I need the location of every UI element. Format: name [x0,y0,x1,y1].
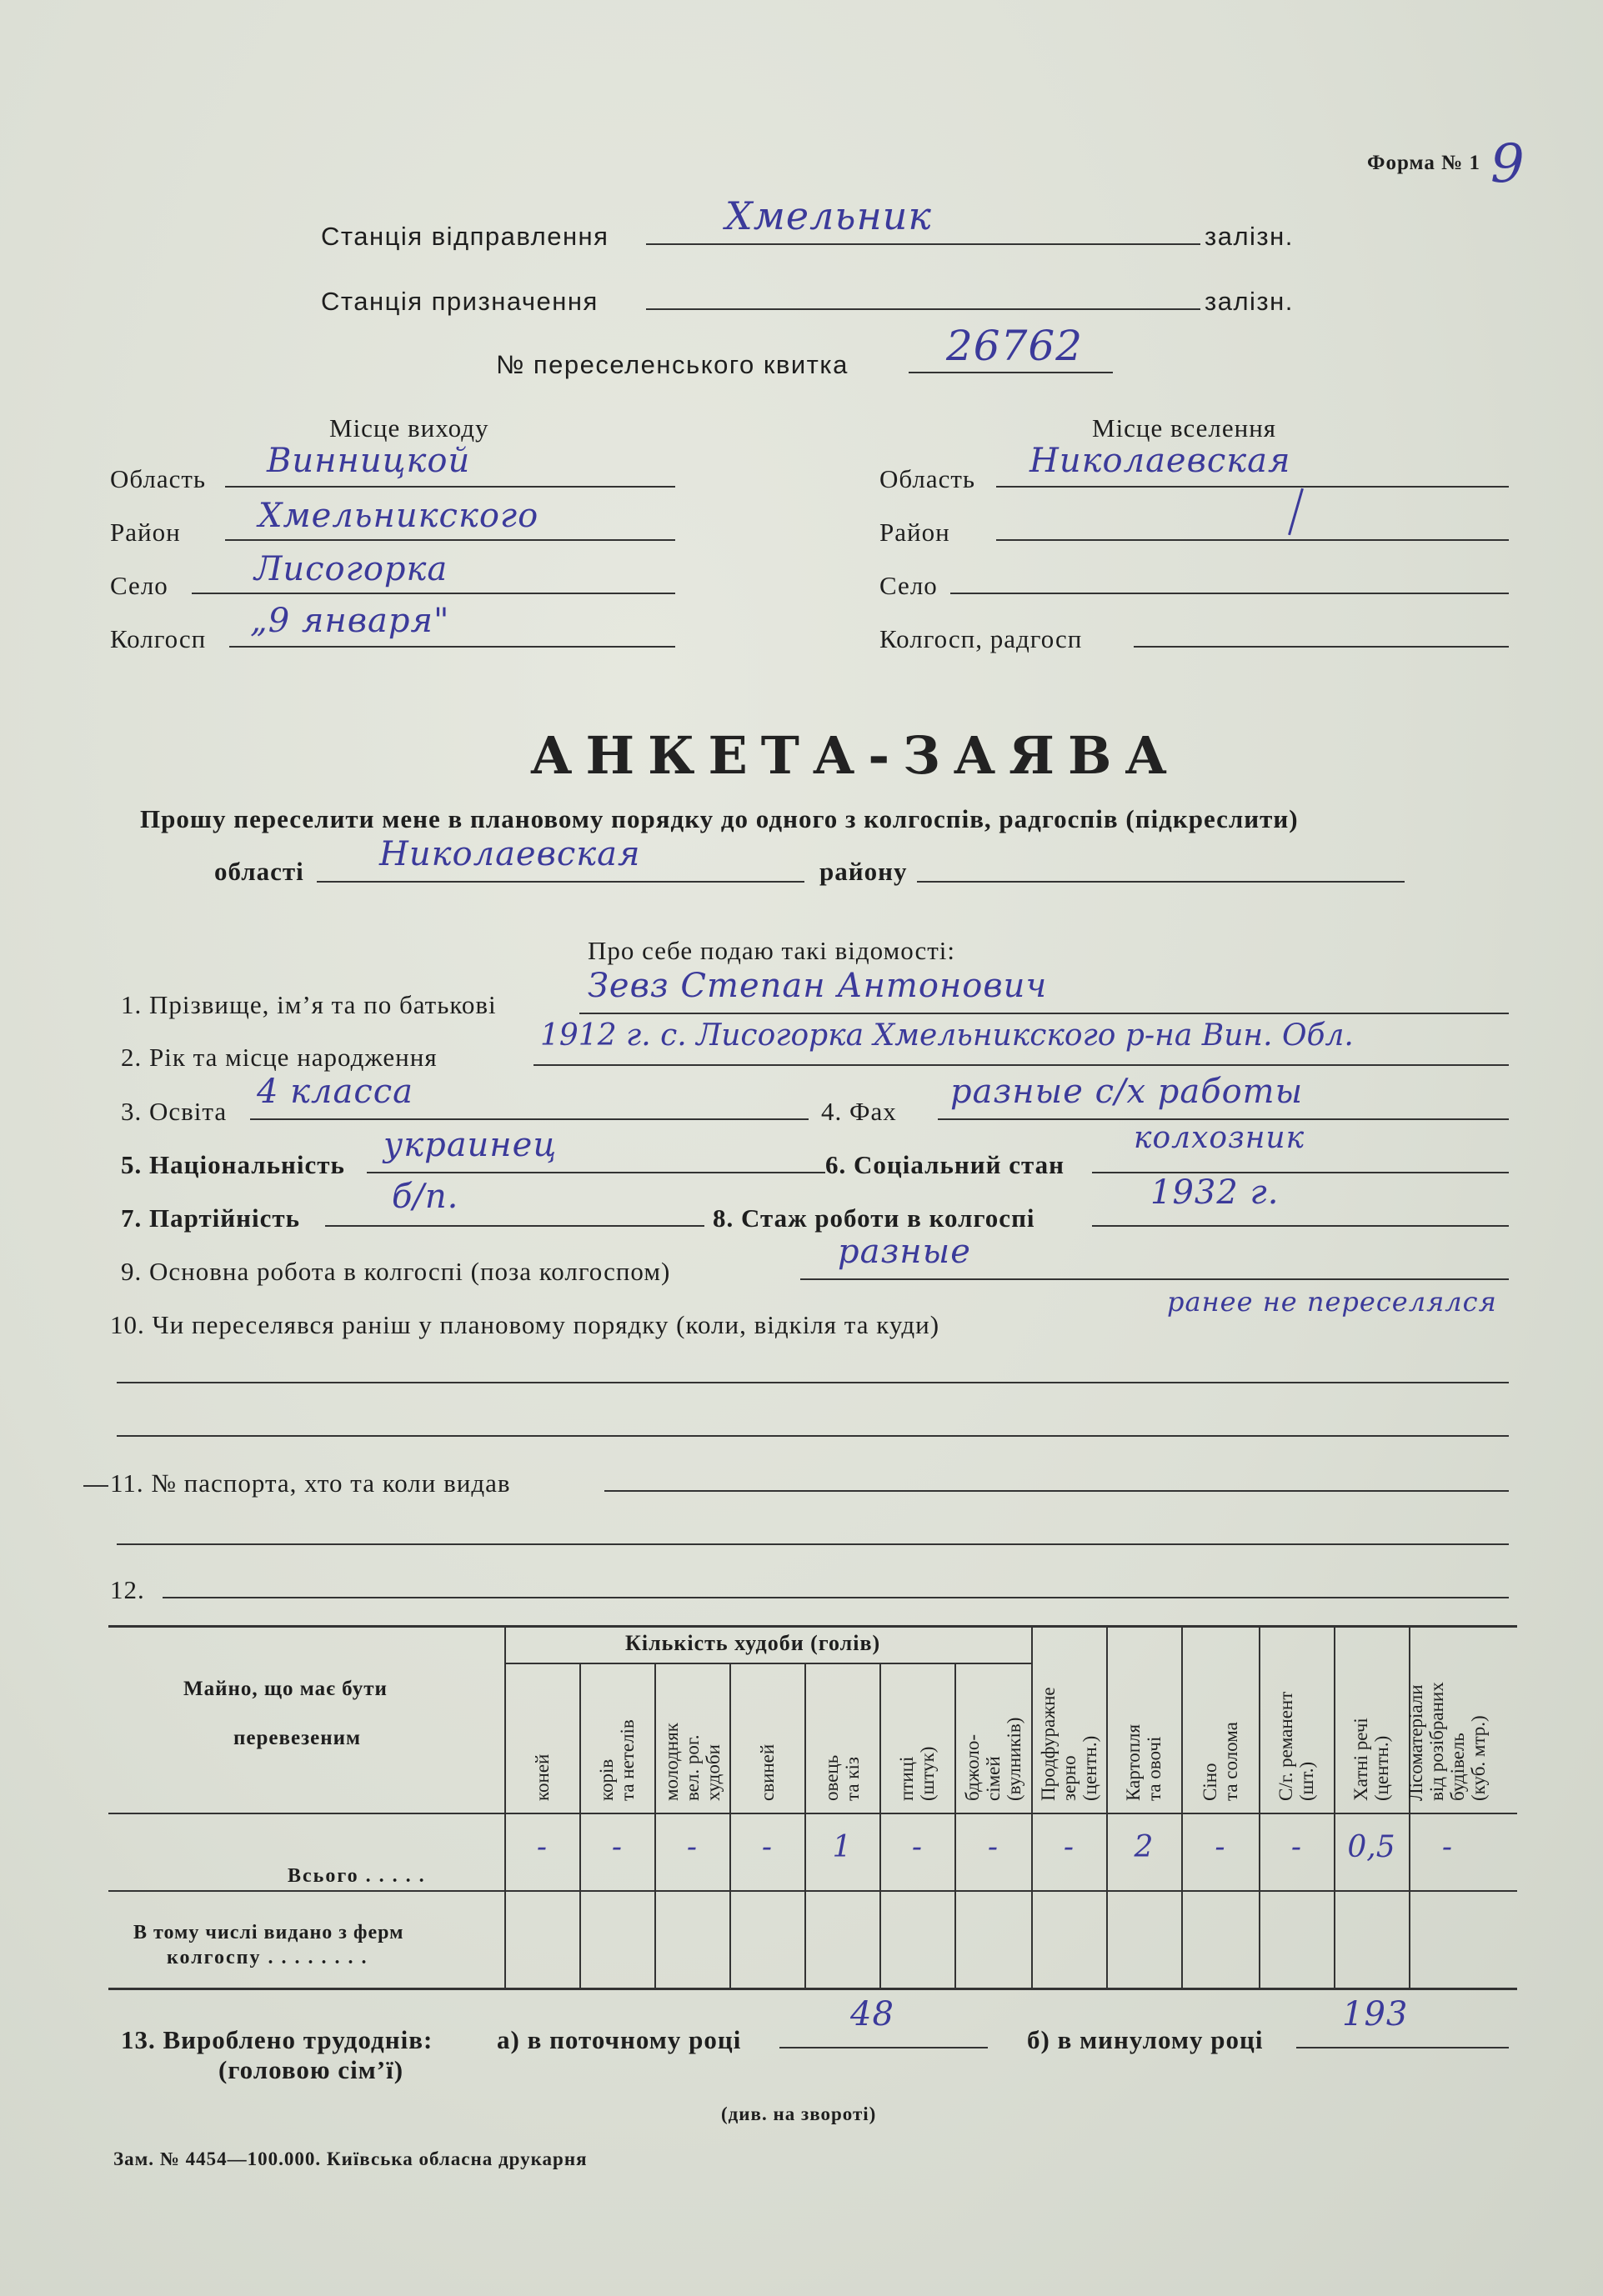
table-total-row-bottom [108,1890,1517,1892]
table-column-rule [1334,1627,1335,1988]
departure-station-line [646,243,1200,245]
table-top-border [108,1625,1517,1628]
table-column-header: та нетелів [617,1719,638,1801]
form-title: АНКЕТА-ЗАЯВА [530,725,1180,786]
dest-oblast-value: Николаевская [1029,442,1291,480]
destination-rail-suffix: залізн. [1205,287,1294,316]
destination-station-label: Станція призначення [321,287,599,316]
field-2-label: 2. Рік та місце народження [121,1043,438,1072]
table-column-header: Сіно [1199,1763,1220,1801]
table-column-rule [579,1663,581,1988]
field-11-line [604,1490,1509,1492]
dest-raion-stroke [1288,488,1304,536]
table-total-cell: 1 [832,1830,852,1864]
departure-station-label: Станція відправлення [321,222,609,251]
origin-raion-line [225,539,675,541]
table-column-rule [654,1663,656,1988]
field-11-line-2 [117,1543,1509,1545]
table-column-rule [729,1663,731,1988]
table-total-cell: - [1215,1830,1225,1864]
table-column-rule [954,1663,956,1988]
table-column-header: Хатні речі [1350,1718,1371,1801]
origin-selo-value: Лисогорка [254,550,448,588]
table-column-header: овець [821,1754,842,1801]
table-column-header: (центн.) [1371,1735,1392,1801]
origin-selo-line [192,593,675,594]
field-12-label: 12. [110,1575,145,1604]
table-total-cell: - [611,1830,623,1864]
request-oblast-value: Николаевская [379,835,641,873]
field-8-value: 1932 г. [1150,1173,1280,1212]
table-total-cell: - [536,1830,548,1864]
dest-raion-line [996,539,1509,541]
table-column-header: С/г. реманент [1275,1691,1296,1801]
departure-rail-suffix: залізн. [1205,222,1294,251]
table-header-bottom [108,1813,1517,1814]
request-oblast-line [317,881,804,883]
origin-kolhosp-label: Колгосп [110,624,207,653]
field-9-line [800,1278,1509,1280]
field-3-value: 4 класса [257,1073,414,1111]
field-10-line-2 [117,1382,1509,1383]
table-total-cell: - [761,1830,773,1864]
dest-oblast-label: Область [879,464,976,493]
field-9-label: 9. Основна робота в колгоспі (поза колгоспом) [121,1257,671,1286]
dest-oblast-line [996,486,1509,488]
table-total-cell: 2 [1134,1830,1154,1864]
dest-raion-label: Район [879,518,950,547]
field-11-margin-mark [83,1485,108,1487]
origin-oblast-line [225,486,675,488]
field-6-label: 6. Соціальний стан [825,1150,1064,1179]
request-raion-label: району [819,857,908,886]
field-7-value: б/п. [392,1178,459,1216]
table-column-rule [1106,1627,1108,1988]
table-column-rule [1259,1627,1260,1988]
table-column-rule [1181,1627,1183,1988]
origin-oblast-value: Винницкой [267,442,471,480]
workdays-previous-label: б) в минулому році [1027,2025,1264,2054]
origin-raion-value: Хмельникского [258,497,539,535]
table-total-cell: 0,5 [1347,1830,1395,1864]
table-column-header: (штук) [917,1746,938,1801]
field-12-line [163,1597,1509,1598]
table-column-header: зерно [1058,1755,1080,1801]
field-10-line-3 [117,1435,1509,1437]
workdays-label: 13. Вироблено трудоднів: [121,2025,433,2054]
field-8-label: 8. Стаж роботи в колгоспі [713,1203,1035,1233]
table-column-rule [879,1663,881,1988]
see-back-note: (див. на звороті) [721,2103,877,2124]
table-column-header: (куб. мтр.) [1468,1715,1489,1801]
ticket-label: № переселенського квитка [496,350,849,379]
form-label: Форма № 1 [1367,152,1480,174]
dest-kolhosp-line [1134,646,1509,648]
origin-heading: Місце виходу [329,413,489,443]
table-total-cell: - [1441,1830,1453,1864]
field-5-value: украинец [383,1126,558,1164]
table-column-header: Продфуражне [1037,1687,1059,1801]
table-farm-label-2: колгоспу . . . . . . . . [167,1947,368,1968]
table-column-header: корів [596,1758,617,1801]
dest-selo-label: Село [879,571,938,600]
table-column-header: молодняк [660,1723,682,1801]
field-4-value: разные с/х работы [950,1073,1304,1111]
workdays-current-label: а) в поточному році [497,2025,742,2054]
table-column-header: Картопля [1123,1723,1144,1801]
dest-selo-line [950,593,1509,594]
workdays-previous-line [1296,2047,1509,2048]
table-group-header-line [504,1663,1031,1664]
field-4-line [938,1118,1509,1120]
table-column-header: (центн.) [1079,1735,1100,1801]
table-column-header: Лісоматеріали [1405,1684,1426,1801]
table-column-header: худоби [702,1744,724,1801]
departure-station-value: Хмельник [725,193,932,238]
origin-selo-label: Село [110,571,168,600]
workdays-previous-value: 193 [1342,1995,1409,2033]
about-heading: Про себе подаю такі відомості: [588,936,956,965]
dest-heading: Місце вселення [1092,413,1277,443]
table-column-header: коней [531,1753,553,1801]
field-10-value: ранее не переселялся [1167,1286,1497,1318]
table-column-header: будівель [1447,1733,1468,1801]
table-farm-label-1: В тому числі видано з ферм [133,1922,404,1943]
table-total-cell: - [987,1830,999,1864]
origin-oblast-label: Область [110,464,207,493]
origin-kolhosp-value: „9 января" [250,602,450,640]
field-1-line [579,1013,1509,1014]
table-total-cell: - [1063,1830,1075,1864]
field-3-line [250,1118,809,1120]
origin-kolhosp-line [229,646,675,648]
field-1-label: 1. Прізвище, ім’я та по батькові [121,990,497,1019]
field-2-value: 1912 г. с. Лисогорка Хмельникского р-на Вин. Обл. [540,1018,1354,1053]
table-column-header: вел. рог. [681,1734,703,1801]
table-row-header-2: перевезеним [233,1727,362,1749]
table-column-header: свиней [756,1743,778,1801]
field-5-label: 5. Національність [121,1150,345,1179]
field-5-line [367,1172,825,1173]
table-column-rule [1409,1627,1410,1988]
table-total-cell: - [1290,1830,1302,1864]
field-1-value: Зевз Степан Антонович [588,967,1048,1005]
field-11-label: 11. № паспорта, хто та коли видав [110,1468,511,1498]
table-total-label: Всього . . . . . [288,1865,426,1887]
field-2-line [533,1064,1509,1066]
table-column-rule [1031,1627,1033,1988]
table-column-header: бджоло- [961,1734,983,1801]
origin-raion-label: Район [110,518,181,547]
table-column-header: (вулників) [1003,1717,1024,1801]
table-column-header: сімей [982,1756,1004,1801]
table-column-rule [804,1663,806,1988]
request-raion-line [917,881,1405,883]
table-total-cell: - [686,1830,698,1864]
table-group-header: Кількість худоби (голів) [625,1631,881,1655]
request-text: Прошу переселити мене в плановому порядку до одного з колгоспів, радгоспів (підкреслити) [140,804,1299,833]
field-7-label: 7. Партійність [121,1203,301,1233]
field-8-line [1092,1225,1509,1227]
table-column-header: та овочі [1144,1736,1165,1801]
table-column-header: птиці [896,1756,917,1801]
table-column-header: (шт.) [1296,1761,1317,1801]
form-number-handwritten: 9 [1490,133,1525,195]
field-10-label: 10. Чи переселявся раніш у плановому порядку (коли, відкіля та куди) [110,1310,940,1339]
table-column-header: від розібраних [1426,1682,1447,1801]
field-7-line [325,1225,704,1227]
table-row-header-1: Майно, що має бути [183,1678,388,1700]
workdays-current-value: 48 [850,1995,894,2033]
field-6-value: колхозник [1134,1121,1305,1155]
destination-station-line [646,308,1200,310]
workdays-current-line [779,2047,988,2048]
field-3-label: 3. Освіта [121,1097,228,1126]
table-column-header: та кіз [842,1757,863,1801]
table-column-header: та солома [1220,1722,1241,1801]
dest-kolhosp-label: Колгосп, радгосп [879,624,1083,653]
workdays-sub-label: (головою сім’ї) [218,2055,404,2084]
field-4-label: 4. Фах [821,1097,897,1126]
table-total-cell: - [911,1830,923,1864]
table-column-rule [504,1627,506,1988]
field-9-value: разные [838,1233,971,1271]
request-oblast-label: області [214,857,304,886]
ticket-line [909,372,1113,373]
table-bottom-border [108,1988,1517,1990]
ticket-value: 26762 [946,322,1084,370]
printer-imprint: Зам. № 4454—100.000. Київська обласна друкарня [113,2148,588,2169]
